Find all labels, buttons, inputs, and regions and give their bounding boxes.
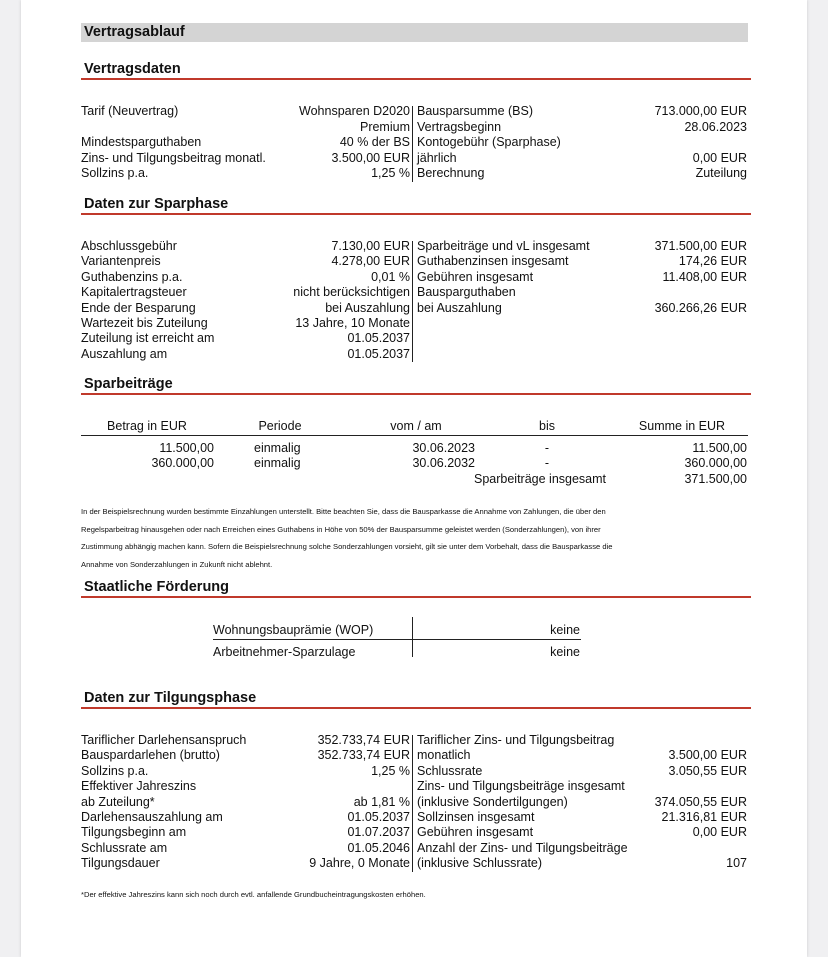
field-label: Sollzinsen insgesamt: [417, 810, 535, 824]
field-label: Bausparguthaben: [417, 285, 516, 300]
field-value: 4.278,00 EUR: [331, 254, 410, 269]
field-label: monatlich: [417, 748, 471, 763]
field-value: 360.266,26 EUR: [654, 300, 747, 315]
table-cell: 11.500,00: [692, 441, 747, 455]
field-value: 28.06.2023: [684, 119, 747, 134]
foerderung-label: Wohnungsbauprämie (WOP): [213, 623, 374, 637]
section-heading-sparphase: Daten zur Sparphase: [81, 196, 751, 215]
field-value: Premium: [359, 119, 410, 134]
note-line: In der Beispielsrechnung wurden bestimmte Einzahlungen unterstellt. Bitte beachten Sie, dass die Bausparkasse die Annahme von Zahlungen, die über den: [81, 507, 606, 516]
field-value: 352.733,74 EUR: [317, 733, 410, 747]
section-heading-tilgungsphase: Daten zur Tilgungsphase: [81, 690, 751, 709]
field-value: ab 1,81 %: [353, 794, 410, 809]
field-label: Gebühren insgesamt: [417, 825, 534, 840]
column-divider: [412, 106, 413, 182]
field-label: jährlich: [417, 150, 457, 165]
document-page: [21, 0, 807, 957]
field-value: 107: [726, 856, 747, 871]
field-label: Berechnung: [417, 166, 485, 180]
field-value: 0,01 %: [371, 269, 410, 284]
field-label: Mindestsparguthaben: [81, 135, 202, 149]
note-sonderzahlungen: [81, 503, 753, 573]
field-value: Wohnsparen D2020: [299, 104, 410, 118]
field-value: 01.07.2037: [347, 825, 410, 840]
field-value: 01.05.2037: [347, 346, 410, 361]
table-header-cell: bis: [539, 419, 555, 433]
field-value: 1,25 %: [371, 166, 410, 180]
field-value: 1,25 %: [371, 763, 410, 778]
field-label: (inklusive Schlussrate): [417, 856, 543, 871]
table-cell: -: [544, 441, 550, 455]
field-label: Tarif (Neuvertrag): [81, 104, 179, 118]
field-label: bei Auszahlung: [417, 300, 502, 315]
field-label: Effektiver Jahreszins: [81, 779, 197, 794]
field-label: Zuteilung ist erreicht am: [81, 331, 215, 346]
field-value: 9 Jahre, 0 Monate: [309, 856, 410, 871]
field-value: 3.500,00 EUR: [331, 150, 410, 165]
note-line: Zustimmung abhängig machen kann. Sofern die Beispielsrechnung solche Sonderzahlungen vorsieht, gilt sie unter dem Vorbehalt, dass die Bausparkasse die: [81, 542, 613, 551]
field-label: Kapitalertragsteuer: [81, 285, 187, 300]
column-divider: [412, 735, 413, 872]
field-label: Anzahl der Zins- und Tilgungsbeiträge: [417, 840, 628, 855]
section-heading-sparbeitraege: Sparbeiträge: [81, 376, 751, 395]
table-cell: einmalig: [254, 441, 301, 455]
table-header-cell: vom / am: [390, 419, 442, 433]
foerderung-label: Arbeitnehmer-Sparzulage: [213, 645, 356, 659]
field-label: Bauspardarlehen (brutto): [81, 748, 220, 763]
foerderung-value: keine: [550, 645, 580, 659]
field-value: 3.500,00 EUR: [668, 748, 747, 763]
field-value: 0,00 EUR: [692, 150, 747, 165]
field-label: Guthabenzinsen insgesamt: [417, 254, 569, 269]
field-value: 21.316,81 EUR: [661, 810, 747, 824]
field-label: Ende der Besparung: [81, 300, 196, 315]
field-value: 371.500,00 EUR: [654, 239, 747, 253]
field-label: Tilgungsdauer: [81, 856, 160, 871]
note-line: Regelsparbeitrag hinausgehen oder nach Erreichen eines Guthabens in Höhe von 50% der Bausparsumme geleistet werden (Sonderzahlungen), von ihrer: [81, 524, 601, 534]
section-heading-foerderung: Staatliche Förderung: [81, 579, 751, 598]
foerderung-value: keine: [550, 623, 580, 637]
table-header-cell: Betrag in EUR: [107, 419, 187, 433]
field-value: 7.130,00 EUR: [331, 239, 410, 253]
field-label: Vertragsbeginn: [417, 119, 502, 134]
field-label: (inklusive Sondertilgungen): [417, 794, 568, 809]
field-label: Tariflicher Zins- und Tilgungsbeitrag: [417, 733, 615, 747]
field-label: Schlussrate: [417, 763, 483, 778]
total-label: Sparbeiträge insgesamt: [474, 472, 607, 486]
note-effektivzins: *Der effektive Jahreszins kann sich noch durch evtl. anfallende Grundbucheintragungskosten erhöhen.: [81, 890, 426, 899]
field-label: Sollzins p.a.: [81, 166, 149, 180]
field-value: 174,26 EUR: [678, 254, 747, 269]
table-cell: 360.000,00: [151, 456, 214, 471]
table-cell: 360.000,00: [684, 456, 747, 471]
table-header-cell: Summe in EUR: [638, 419, 726, 433]
field-label: Tariflicher Darlehensanspruch: [81, 733, 247, 747]
foerderung-divider: [412, 617, 413, 657]
field-label: Auszahlung am: [81, 346, 168, 361]
field-label: ab Zuteilung*: [81, 794, 155, 809]
table-cell: einmalig: [254, 456, 301, 471]
field-label: Sparbeiträge und vL insgesamt: [417, 239, 590, 253]
field-value: nicht berücksichtigen: [293, 285, 410, 300]
field-label: Zins- und Tilgungsbeiträge insgesamt: [417, 779, 625, 794]
field-value: 713.000,00 EUR: [654, 104, 747, 118]
table-header-cell: Periode: [258, 419, 302, 433]
field-label: Guthabenzins p.a.: [81, 269, 183, 284]
field-value: 0,00 EUR: [692, 825, 747, 840]
field-value: 01.05.2046: [347, 840, 410, 855]
field-value: 01.05.2037: [347, 810, 410, 824]
field-value: 01.05.2037: [347, 331, 410, 346]
field-label: Wartezeit bis Zuteilung: [81, 316, 208, 330]
field-label: Darlehensauszahlung am: [81, 810, 223, 824]
field-label: Bausparsumme (BS): [417, 104, 534, 118]
column-divider: [412, 241, 413, 362]
note-line: Annahme von Sonderzahlungen in Zukunft nicht ablehnt.: [81, 559, 273, 569]
field-label: Variantenpreis: [81, 254, 161, 269]
table-cell: 30.06.2023: [412, 441, 475, 455]
field-value: Zuteilung: [695, 166, 747, 180]
field-label: Sollzins p.a.: [81, 763, 149, 778]
field-value: 40 % der BS: [339, 135, 410, 149]
table-cell: 11.500,00: [159, 441, 214, 455]
field-label: Tilgungsbeginn am: [81, 825, 187, 840]
field-value: 3.050,55 EUR: [668, 763, 747, 778]
field-label: Abschlussgebühr: [81, 239, 177, 253]
field-value: 352.733,74 EUR: [317, 748, 410, 763]
field-value: bei Auszahlung: [325, 300, 410, 315]
field-label: Gebühren insgesamt: [417, 269, 534, 284]
section-heading-vertragsdaten: Vertragsdaten: [81, 61, 751, 80]
table-cell: -: [544, 456, 550, 471]
total-value: 371.500,00: [684, 472, 747, 486]
field-value: 11.408,00 EUR: [662, 269, 747, 284]
page-title: Vertragsablauf: [81, 23, 748, 42]
field-value: 13 Jahre, 10 Monate: [295, 316, 410, 330]
table-header-rule: [81, 435, 748, 436]
field-label: Zins- und Tilgungsbeitrag monatl.: [81, 150, 266, 165]
field-label: Kontogebühr (Sparphase): [417, 135, 561, 149]
field-value: 374.050,55 EUR: [654, 794, 747, 809]
foerderung-rule: [213, 639, 581, 640]
field-label: Schlussrate am: [81, 840, 168, 855]
table-cell: 30.06.2032: [412, 456, 475, 471]
